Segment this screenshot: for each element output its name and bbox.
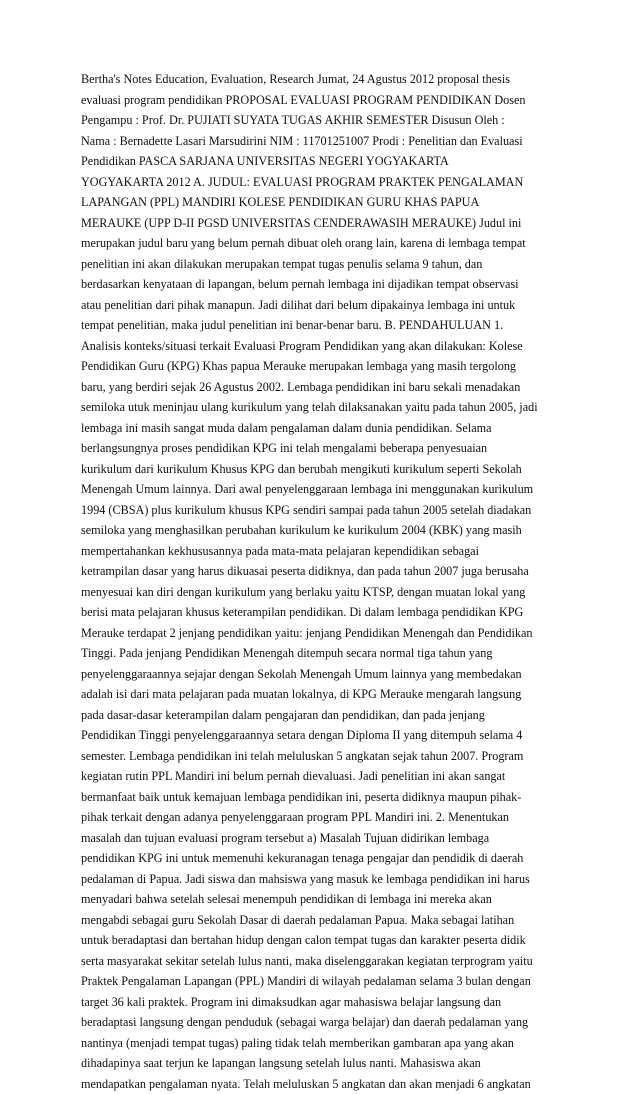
text-line: YOGYAKARTA 2012 A. JUDUL: EVALUASI PROGRAM PRAKTEK PENGALAMAN	[81, 172, 559, 193]
text-line: baru, yang berdiri sejak 26 Agustus 2002. Lembaga pendidikan ini baru sekali menadakan	[81, 377, 559, 398]
text-line: 1994 (CBSA) plus kurikulum khusus KPG sendiri sampai pada tahun 2005 setelah diadakan	[81, 500, 559, 521]
text-line: Merauke terdapat 2 jenjang pendidikan yaitu: jenjang Pendidikan Menengah dan Pendidikan	[81, 623, 559, 644]
text-line: bermanfaat baik untuk kemajuan lembaga pendidikan ini, peserta didiknya maupun pihak-	[81, 787, 559, 808]
text-line: kegiatan rutin PPL Mandiri ini belum pernah dievaluasi. Jadi penelitian ini akan sangat	[81, 766, 559, 787]
text-line: berlangsungnya proses pendidikan KPG ini telah mengalami beberapa penyesuaian	[81, 438, 559, 459]
text-line: Tinggi. Pada jenjang Pendidikan Menengah ditempuh secara normal tiga tahun yang	[81, 643, 559, 664]
text-line: serta masyarakat sekitar setelah lulus nanti, maka diselenggarakan kegiatan terprogram yaitu	[81, 951, 559, 972]
text-line: target 36 kali praktek. Program ini dimaksudkan agar mahasiswa belajar langsung dan	[81, 992, 559, 1013]
text-line: Pengampu : Prof. Dr. PUJIATI SUYATA TUGAS AKHIR SEMESTER Disusun Oleh :	[81, 110, 559, 131]
text-line: pendidikan KPG ini untuk memenuhi kekuranagan tenaga pengajar dan pendidik di daerah	[81, 848, 559, 869]
text-line: evaluasi program pendidikan PROPOSAL EVALUASI PROGRAM PENDIDIKAN Dosen	[81, 90, 559, 111]
text-line: Nama : Bernadette Lasari Marsudirini NIM : 11701251007 Prodi : Penelitian dan Evaluasi	[81, 131, 559, 152]
text-line: berisi mata pelajaran khusus keterampilan pendidikan. Di dalam lembaga pendidikan KPG	[81, 602, 559, 623]
text-line: atau penelitian dari pihak manapun. Jadi dilihat dari belum dipakainya lembaga ini untuk	[81, 295, 559, 316]
text-line: pedalaman di Papua. Jadi siswa dan mahsiswa yang masuk ke lembaga pendidikan ini harus	[81, 869, 559, 890]
text-line: menyesuai kan diri dengan kurikulum yang berlaku yaitu KTSP, dengan muatan lokal yang	[81, 582, 559, 603]
text-line: semester. Lembaga pendidikan ini telah meluluskan 5 angkatan sejak tahun 2007. Program	[81, 746, 559, 767]
text-line: menyadari bahwa setelah selesai menempuh pendidikan di lembaga ini mereka akan	[81, 889, 559, 910]
text-line: berdasarkan kenyataan di lapangan, belum pernah lembaga ini dijadikan tempat observasi	[81, 274, 559, 295]
text-line: semiloka utuk meninjau ulang kurikulum yang telah dilaksanakan yaitu pada tahun 2005, jadi	[81, 397, 559, 418]
document-body-text	[81, 69, 559, 1094]
text-line: mengabdi sebagai guru Sekolah Dasar di daerah pedalaman Papua. Maka sebagai latihan	[81, 910, 559, 931]
text-line: untuk beradaptasi dan bertahan hidup dengan calon tempat tugas dan karakter peserta didik	[81, 930, 559, 951]
text-line: Praktek Pengalaman Lapangan (PPL) Mandiri di wilayah pedalaman selama 3 bulan dengan	[81, 971, 559, 992]
text-line: tempat penelitian, maka judul penelitian ini benar-benar baru. B. PENDAHULUAN 1.	[81, 315, 559, 336]
document-page	[81, 69, 559, 1094]
text-line: Pendidikan PASCA SARJANA UNIVERSITAS NEGERI YOGYAKARTA	[81, 151, 559, 172]
text-line: nantinya (menjadi tempat tugas) paling tidak telah memberikan gambaran apa yang akan	[81, 1033, 559, 1054]
text-line: lembaga ini masih sangat muda dalam pengalaman dalam dunia pendidikan. Selama	[81, 418, 559, 439]
text-line: MERAUKE (UPP D-II PGSD UNIVERSITAS CENDERAWASIH MERAUKE) Judul ini	[81, 213, 559, 234]
text-line: pihak terkait dengan adanya penyelenggaraan program PPL Mandiri ini. 2. Menentukan	[81, 807, 559, 828]
text-line: penyelenggaraannya sejajar dengan Sekolah Menengah Umum lainnya yang membedakan	[81, 664, 559, 685]
text-line: pada dasar-dasar keterampilan dalam pengajaran dan pendidikan, dan pada jenjang	[81, 705, 559, 726]
text-line: mempertahankan kekhususannya pada mata-mata pelajaran kependidikan sebagai	[81, 541, 559, 562]
text-line: penelitian ini akan dilakukan merupakan tempat tugas penulis selama 9 tahun, dan	[81, 254, 559, 275]
text-line: ketrampilan dasar yang harus dikuasai peserta didiknya, dan pada tahun 2007 juga berusaha	[81, 561, 559, 582]
text-line: merupakan judul baru yang belum pernah dibuat oleh orang lain, karena di lembaga tempat	[81, 233, 559, 254]
text-line: semiloka yang menghasilkan perubahan kurikulum ke kurikulum 2004 (KBK) yang masih	[81, 520, 559, 541]
text-line: mendapatkan pengalaman nyata. Telah meluluskan 5 angkatan dan akan menjadi 6 angkatan	[81, 1074, 559, 1094]
text-line: Pendidikan Tinggi penyelenggaraannya setara dengan Diploma II yang ditempuh selama 4	[81, 725, 559, 746]
text-line: Analisis konteks/situasi terkait Evaluasi Program Pendidikan yang akan dilakukan: Kolese	[81, 336, 559, 357]
text-line: Menengah Umum lainnya. Dari awal penyelenggaraan lembaga ini menggunakan kurikulum	[81, 479, 559, 500]
text-line: adalah isi dari mata pelajaran pada muatan lokalnya, di KPG Merauke mengarah langsung	[81, 684, 559, 705]
text-line: Bertha's Notes Education, Evaluation, Research Jumat, 24 Agustus 2012 proposal thesis	[81, 69, 559, 90]
text-line: kurikulum dari kurikulum Khusus KPG dan berubah mengikuti kurikulum seperti Sekolah	[81, 459, 559, 480]
text-line: beradaptasi langsung dengan penduduk (sebagai warga belajar) dan daerah pedalaman yang	[81, 1012, 559, 1033]
text-line: LAPANGAN (PPL) MANDIRI KOLESE PENDIDIKAN GURU KHAS PAPUA	[81, 192, 559, 213]
text-line: masalah dan tujuan evaluasi program tersebut a) Masalah Tujuan didirikan lembaga	[81, 828, 559, 849]
text-line: Pendidikan Guru (KPG) Khas papua Merauke merupakan lembaga yang masih tergolong	[81, 356, 559, 377]
text-line: dihadapinya saat terjun ke lapangan langsung setelah lulus nanti. Mahasiswa akan	[81, 1053, 559, 1074]
